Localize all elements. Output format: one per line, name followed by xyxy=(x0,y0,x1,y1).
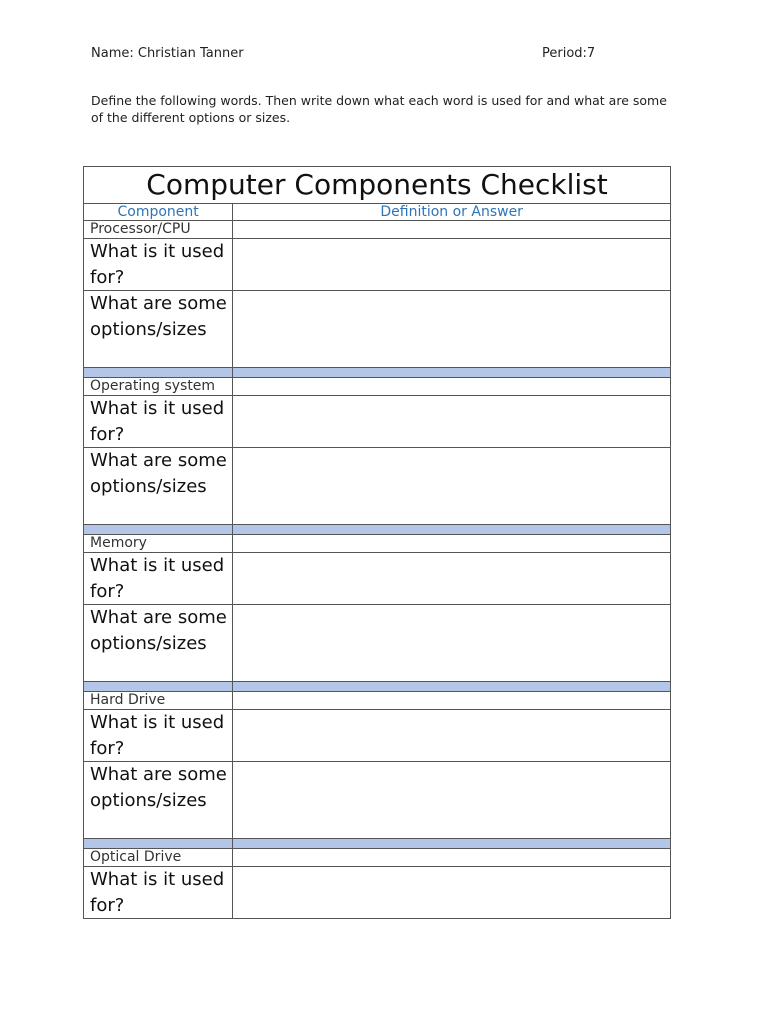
options-row xyxy=(84,448,671,525)
used-for-label: What is it used for? xyxy=(84,710,233,762)
student-name: Name: Christian Tanner xyxy=(91,46,244,61)
used-for-row xyxy=(84,396,671,448)
used-for-answer-cell[interactable] xyxy=(233,239,671,291)
column-header-answer: Definition or Answer xyxy=(233,204,671,221)
used-for-answer-cell[interactable] xyxy=(233,396,671,448)
section-separator xyxy=(84,525,671,535)
column-header-component: Component xyxy=(84,204,233,221)
options-label: What are some options/sizes xyxy=(84,448,233,525)
definition-answer-cell[interactable] xyxy=(233,535,671,553)
used-for-row xyxy=(84,867,671,919)
options-answer-cell[interactable] xyxy=(233,291,671,368)
component-name: Optical Drive xyxy=(84,849,233,867)
options-row xyxy=(84,605,671,682)
title-row xyxy=(84,167,671,204)
component-name: Processor/CPU xyxy=(84,221,233,239)
component-name: Operating system xyxy=(84,378,233,396)
used-for-label: What is it used for? xyxy=(84,396,233,448)
options-answer-cell[interactable] xyxy=(233,605,671,682)
section-separator xyxy=(84,682,671,692)
section-separator xyxy=(84,839,671,849)
class-period: Period:7 xyxy=(542,46,596,61)
options-label: What are some options/sizes xyxy=(84,605,233,682)
table-title: Computer Components Checklist xyxy=(84,167,671,204)
used-for-answer-cell[interactable] xyxy=(233,710,671,762)
component-row-hard-drive xyxy=(84,692,671,710)
used-for-answer-cell[interactable] xyxy=(233,553,671,605)
component-row-memory xyxy=(84,535,671,553)
options-answer-cell[interactable] xyxy=(233,448,671,525)
definition-answer-cell[interactable] xyxy=(233,692,671,710)
component-name: Memory xyxy=(84,535,233,553)
used-for-row xyxy=(84,553,671,605)
options-row xyxy=(84,762,671,839)
section-separator xyxy=(84,368,671,378)
component-row-cpu xyxy=(84,221,671,239)
column-header-row xyxy=(84,204,671,221)
used-for-label: What is it used for? xyxy=(84,553,233,605)
definition-answer-cell[interactable] xyxy=(233,221,671,239)
options-label: What are some options/sizes xyxy=(84,291,233,368)
used-for-label: What is it used for? xyxy=(84,239,233,291)
component-row-optical-drive xyxy=(84,849,671,867)
used-for-label: What is it used for? xyxy=(84,867,233,919)
options-answer-cell[interactable] xyxy=(233,762,671,839)
component-name: Hard Drive xyxy=(84,692,233,710)
student-header xyxy=(91,46,691,64)
options-label: What are some options/sizes xyxy=(84,762,233,839)
component-row-os xyxy=(84,378,671,396)
options-row xyxy=(84,291,671,368)
definition-answer-cell[interactable] xyxy=(233,849,671,867)
definition-answer-cell[interactable] xyxy=(233,378,671,396)
used-for-row xyxy=(84,239,671,291)
components-checklist-table xyxy=(83,166,671,919)
used-for-row xyxy=(84,710,671,762)
used-for-answer-cell[interactable] xyxy=(233,867,671,919)
instructions-text: Define the following words. Then write down what each word is used for and what are some of the different options or sizes. xyxy=(91,93,667,125)
